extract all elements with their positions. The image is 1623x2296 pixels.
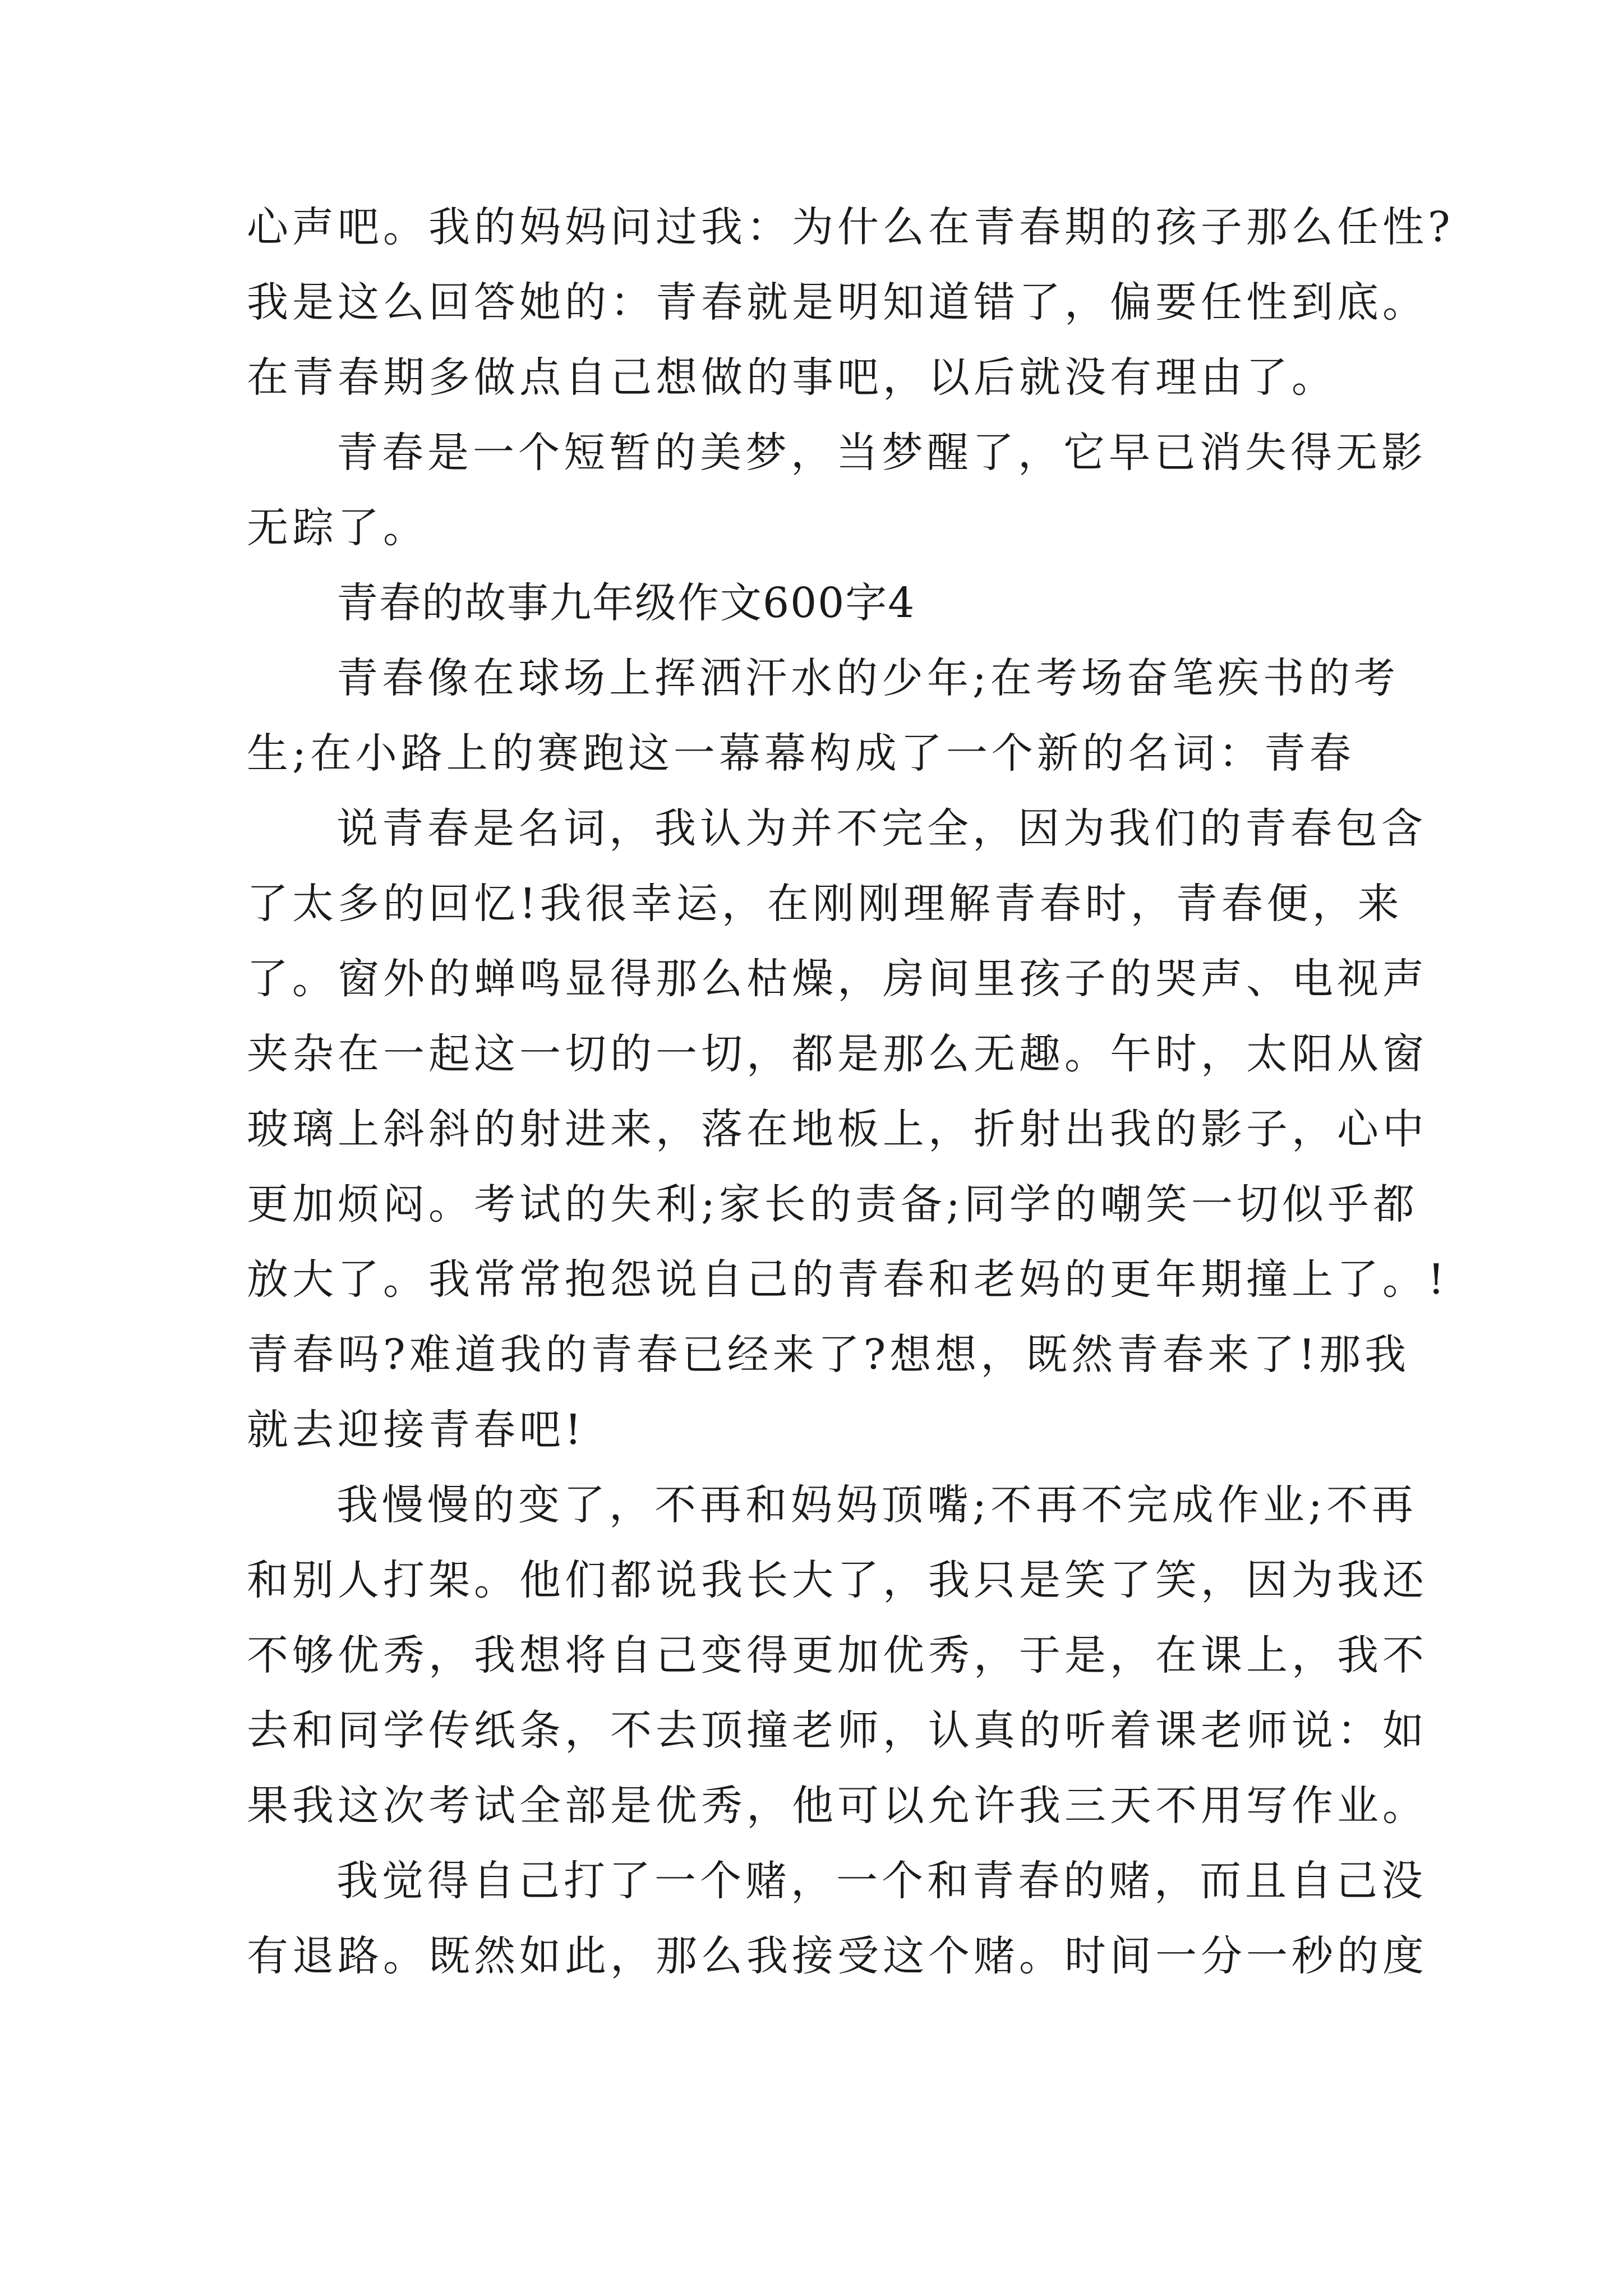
text-line: 了。窗外的蝉鸣显得那么枯燥，房间里孩子的哭声、电视声 [247, 955, 1428, 1003]
text-line: 去和同学传纸条，不去顶撞老师，认真的听着课老师说：如 [247, 1706, 1428, 1755]
paragraph-first-line: 说青春是名词，我认为并不完全，因为我们的青春包含 [336, 804, 1427, 853]
text-line: 生;在小路上的赛跑这一幕幕构成了一个新的名词：青春 [247, 729, 1355, 777]
text-line: 不够优秀，我想将自己变得更加优秀，于是，在课上，我不 [247, 1631, 1428, 1680]
text-line: 无踪了。 [247, 504, 428, 552]
text-line: 夹杂在一起这一切的一切，都是那么无趣。午时，太阳从窗 [247, 1030, 1428, 1078]
paragraph-first-line: 青春是一个短暂的美梦，当梦醒了，它早已消失得无影 [336, 429, 1427, 477]
paragraph-first-line: 青春像在球场上挥洒汗水的少年;在考场奋笔疾书的考 [336, 654, 1399, 702]
text-line: 心声吧。我的妈妈问过我：为什么在青春期的孩子那么任性? [247, 203, 1454, 251]
text-line: 玻璃上斜斜的射进来，落在地板上，折射出我的影子，心中 [247, 1105, 1428, 1153]
text-line: 就去迎接青春吧! [247, 1406, 585, 1454]
paragraph-first-line: 我慢慢的变了，不再和妈妈顶嘴;不再不完成作业;不再 [336, 1481, 1417, 1529]
text-line: 了太多的回忆!我很幸运，在刚刚理解青春时，青春便，来 [247, 880, 1403, 928]
text-line: 更加烦闷。考试的失利;家长的责备;同学的嘲笑一切似乎都 [247, 1180, 1418, 1228]
text-line: 在青春期多做点自己想做的事吧，以后就没有理由了。 [247, 353, 1337, 402]
text-line: 果我这次考试全部是优秀，他可以允许我三天不用写作业。 [247, 1782, 1428, 1830]
text-line: 青春吗?难道我的青春已经来了?想想，既然青春来了!那我 [247, 1331, 1410, 1379]
paragraph-first-line: 我觉得自己打了一个赌，一个和青春的赌，而且自己没 [336, 1857, 1427, 1905]
text-line: 有退路。既然如此，那么我接受这个赌。时间一分一秒的度 [247, 1932, 1428, 1980]
text-line: 我是这么回答她的：青春就是明知道错了，偏要任性到底。 [247, 278, 1428, 326]
text-line: 和别人打架。他们都说我长大了，我只是笑了笑，因为我还 [247, 1556, 1428, 1604]
document-body [247, 190, 1454, 1994]
section-title: 青春的故事九年级作文600字4 [336, 579, 916, 627]
text-line: 放大了。我常常抱怨说自己的青春和老妈的更年期撞上了。! [247, 1255, 1449, 1304]
